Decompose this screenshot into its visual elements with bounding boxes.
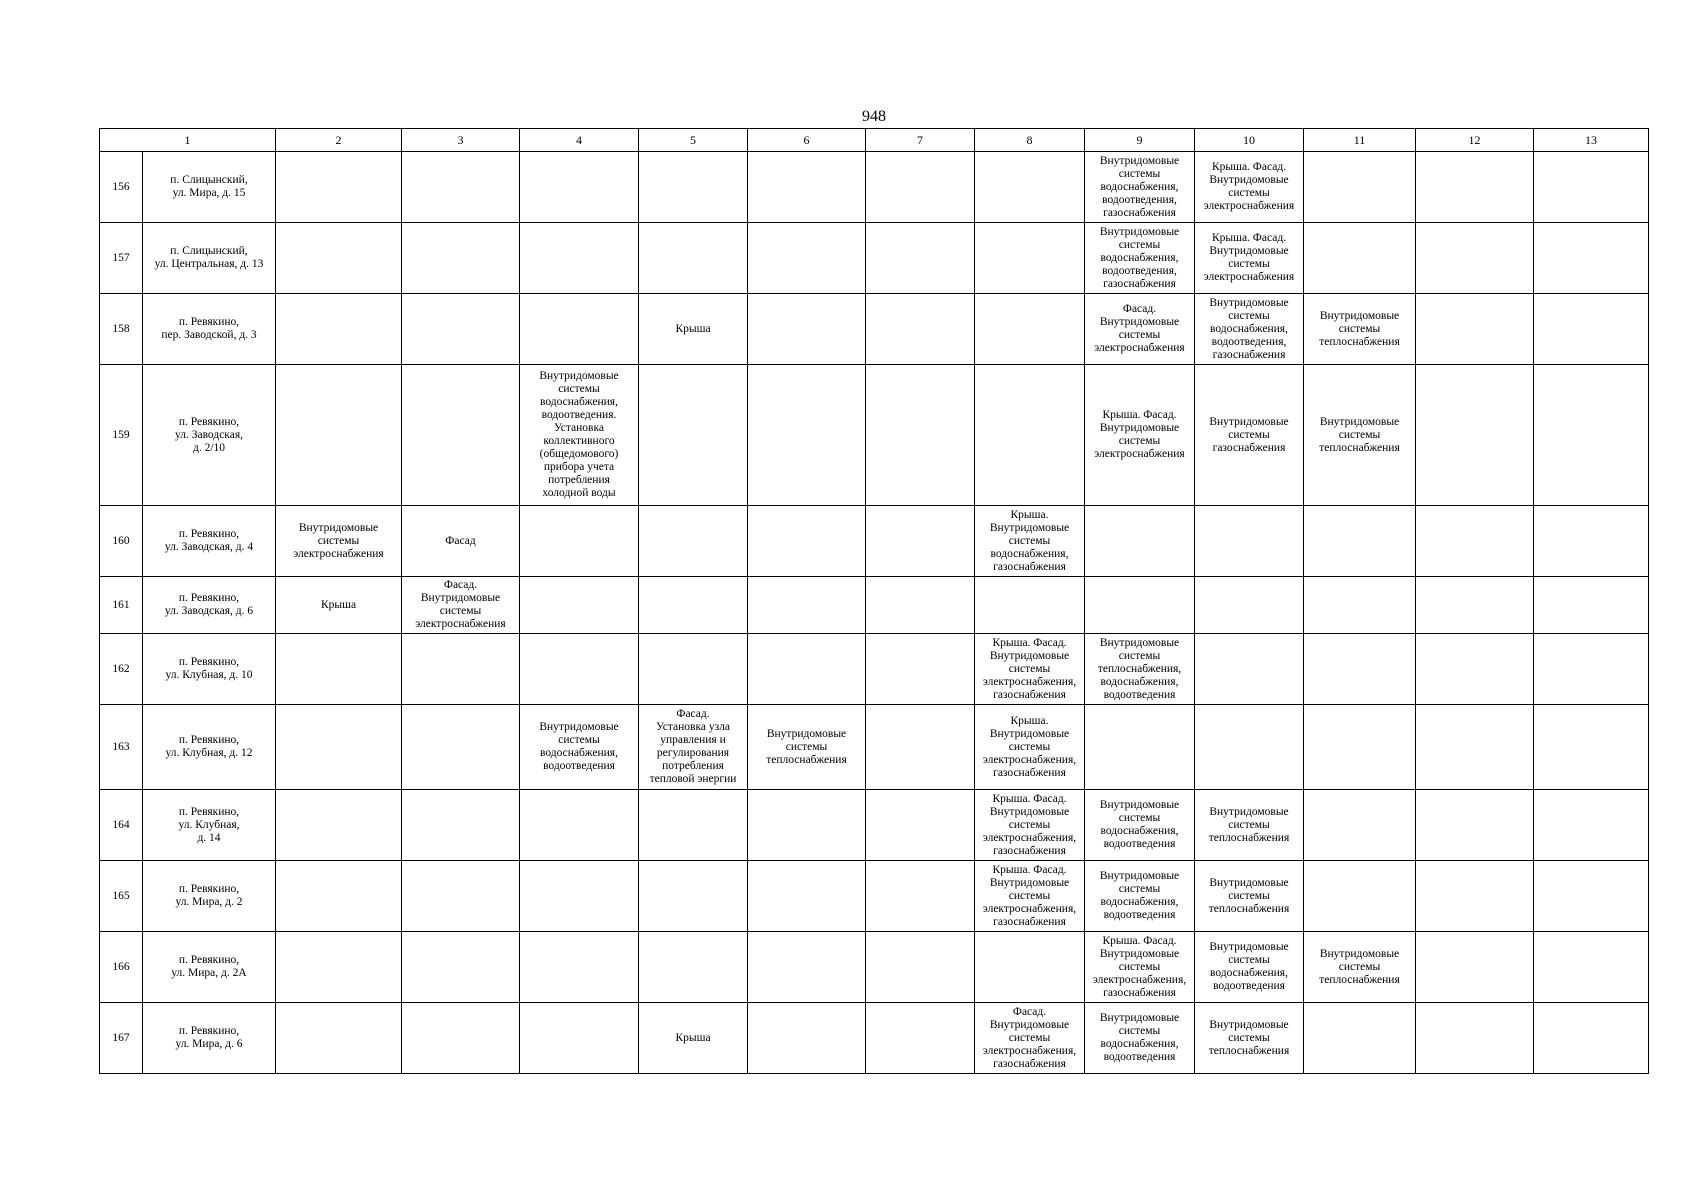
address-cell: п. Ревякино, ул. Клубная, д. 10 <box>143 634 276 705</box>
work-cell <box>1304 152 1416 223</box>
work-cell <box>1304 223 1416 294</box>
work-cell: Фасад <box>402 506 520 577</box>
table-row <box>100 861 1649 932</box>
address-cell: п. Ревякино, пер. Заводской, д. 3 <box>143 294 276 365</box>
column-header: 7 <box>866 129 975 152</box>
column-header: 5 <box>639 129 748 152</box>
row-number: 160 <box>100 506 143 577</box>
work-cell <box>1304 506 1416 577</box>
work-cell <box>1195 506 1304 577</box>
work-cell <box>975 932 1085 1003</box>
work-cell: Внутридомовые системы электроснабжения <box>276 506 402 577</box>
page-number: 948 <box>862 108 886 125</box>
work-cell <box>748 790 866 861</box>
work-cell <box>520 790 639 861</box>
column-header: 1 <box>100 129 276 152</box>
work-cell: Крыша. Фасад. Внутридомовые системы электроснабжения <box>1195 152 1304 223</box>
address-cell: п. Ревякино, ул. Заводская, д. 2/10 <box>143 365 276 506</box>
address-cell: п. Ревякино, ул. Заводская, д. 4 <box>143 506 276 577</box>
row-number: 161 <box>100 577 143 634</box>
work-cell <box>866 577 975 634</box>
address-cell: п. Слицынский, ул. Мира, д. 15 <box>143 152 276 223</box>
table-row <box>100 152 1649 223</box>
work-cell: Внутридомовые системы теплоснабжения <box>1195 1003 1304 1074</box>
work-cell <box>639 932 748 1003</box>
work-cell: Крыша. Внутридомовые системы водоснабжения, газоснабжения <box>975 506 1085 577</box>
work-cell <box>1534 634 1649 705</box>
work-cell <box>520 577 639 634</box>
work-cell <box>866 1003 975 1074</box>
work-cell: Крыша. Фасад. Внутридомовые системы электроснабжения, газоснабжения <box>975 790 1085 861</box>
work-cell <box>866 932 975 1003</box>
table-row <box>100 506 1649 577</box>
work-cell <box>520 223 639 294</box>
column-header: 13 <box>1534 129 1649 152</box>
work-cell: Фасад. Внутридомовые системы электроснабжения <box>402 577 520 634</box>
work-cell <box>1195 705 1304 790</box>
work-cell <box>1534 506 1649 577</box>
work-cell: Внутридомовые системы водоснабжения, водоотведения, газоснабжения <box>1085 152 1195 223</box>
work-cell: Внутридомовые системы водоснабжения, водоотведения <box>1085 790 1195 861</box>
work-cell <box>866 152 975 223</box>
work-cell <box>1416 790 1534 861</box>
work-cell: Внутридомовые системы газоснабжения <box>1195 365 1304 506</box>
table-row <box>100 1003 1649 1074</box>
work-cell <box>520 506 639 577</box>
work-cell <box>975 365 1085 506</box>
work-cell <box>639 577 748 634</box>
work-cell <box>402 1003 520 1074</box>
work-cell: Внутридомовые системы теплоснабжения <box>1304 365 1416 506</box>
address-cell: п. Ревякино, ул. Мира, д. 2 <box>143 861 276 932</box>
work-cell <box>639 634 748 705</box>
work-cell <box>1534 152 1649 223</box>
table-row <box>100 932 1649 1003</box>
work-cell: Фасад. Установка узла управления и регулирования потребления тепловой энергии <box>639 705 748 790</box>
work-cell <box>1416 506 1534 577</box>
work-cell <box>748 932 866 1003</box>
column-header: 8 <box>975 129 1085 152</box>
work-cell <box>276 790 402 861</box>
row-number: 164 <box>100 790 143 861</box>
work-cell: Внутридомовые системы водоснабжения, водоотведения <box>520 705 639 790</box>
work-cell <box>1534 223 1649 294</box>
work-cell: Внутридомовые системы водоснабжения, водоотведения <box>1195 932 1304 1003</box>
column-header: 10 <box>1195 129 1304 152</box>
work-cell <box>402 861 520 932</box>
work-cell <box>866 506 975 577</box>
work-cell <box>1416 634 1534 705</box>
address-cell: п. Ревякино, ул. Мира, д. 6 <box>143 1003 276 1074</box>
row-number: 159 <box>100 365 143 506</box>
work-cell: Крыша. Внутридомовые системы электроснабжения, газоснабжения <box>975 705 1085 790</box>
row-number: 167 <box>100 1003 143 1074</box>
work-cell <box>402 294 520 365</box>
work-cell <box>276 861 402 932</box>
work-cell <box>402 705 520 790</box>
work-cell <box>1304 790 1416 861</box>
work-cell <box>520 1003 639 1074</box>
work-cell <box>975 223 1085 294</box>
work-cell <box>866 294 975 365</box>
work-cell <box>1534 1003 1649 1074</box>
work-cell <box>1534 705 1649 790</box>
work-cell <box>520 634 639 705</box>
work-cell <box>276 634 402 705</box>
table-row <box>100 365 1649 506</box>
work-cell <box>276 223 402 294</box>
work-cell <box>1416 1003 1534 1074</box>
work-cell <box>639 506 748 577</box>
work-cell: Внутридомовые системы водоснабжения, водоотведения <box>1085 861 1195 932</box>
column-header: 9 <box>1085 129 1195 152</box>
work-cell <box>1085 577 1195 634</box>
work-cell <box>1416 705 1534 790</box>
work-cell <box>276 365 402 506</box>
work-cell: Крыша. Фасад. Внутридомовые системы электроснабжения <box>1085 365 1195 506</box>
work-cell <box>866 634 975 705</box>
work-cell <box>748 506 866 577</box>
work-cell: Внутридомовые системы теплоснабжения <box>1195 790 1304 861</box>
column-header: 2 <box>276 129 402 152</box>
work-cell <box>748 1003 866 1074</box>
work-cell <box>276 152 402 223</box>
work-cell <box>748 152 866 223</box>
address-cell: п. Ревякино, ул. Заводская, д. 6 <box>143 577 276 634</box>
work-cell <box>866 861 975 932</box>
work-cell: Крыша. Фасад. Внутридомовые системы электроснабжения, газоснабжения <box>975 861 1085 932</box>
work-cell <box>639 223 748 294</box>
work-cell <box>639 365 748 506</box>
work-cell <box>1534 294 1649 365</box>
work-cell: Внутридомовые системы водоснабжения, водоотведения <box>1085 1003 1195 1074</box>
column-header: 12 <box>1416 129 1534 152</box>
work-cell <box>1195 634 1304 705</box>
work-cell: Крыша. Фасад. Внутридомовые системы электроснабжения, газоснабжения <box>975 634 1085 705</box>
address-cell: п. Слицынский, ул. Центральная, д. 13 <box>143 223 276 294</box>
work-cell: Крыша. Фасад. Внутридомовые системы электроснабжения, газоснабжения <box>1085 932 1195 1003</box>
work-cell: Крыша. Фасад. Внутридомовые системы электроснабжения <box>1195 223 1304 294</box>
work-cell <box>866 223 975 294</box>
work-cell <box>1304 1003 1416 1074</box>
work-cell <box>520 861 639 932</box>
work-cell <box>866 365 975 506</box>
column-header-row <box>100 129 1649 152</box>
work-cell <box>1534 365 1649 506</box>
work-cell <box>1416 577 1534 634</box>
row-number: 163 <box>100 705 143 790</box>
work-cell: Внутридомовые системы водоснабжения, водоотведения. Установка коллективного (общедомового) прибора учета потребления холодной воды <box>520 365 639 506</box>
work-cell <box>639 790 748 861</box>
work-cell <box>748 577 866 634</box>
work-cell <box>402 223 520 294</box>
table-row <box>100 705 1649 790</box>
work-cell <box>402 365 520 506</box>
work-cell <box>975 152 1085 223</box>
work-cell <box>975 294 1085 365</box>
row-number: 162 <box>100 634 143 705</box>
work-cell: Крыша <box>639 1003 748 1074</box>
work-cell <box>520 294 639 365</box>
work-cell: Внутридомовые системы теплоснабжения, водоснабжения, водоотведения <box>1085 634 1195 705</box>
work-cell <box>866 705 975 790</box>
work-cell <box>402 790 520 861</box>
work-cell <box>520 932 639 1003</box>
work-cell <box>639 861 748 932</box>
work-cell <box>1416 365 1534 506</box>
work-cell <box>1304 861 1416 932</box>
work-cell <box>402 152 520 223</box>
table-row <box>100 223 1649 294</box>
work-cell: Фасад. Внутридомовые системы электроснабжения <box>1085 294 1195 365</box>
work-cell <box>1416 294 1534 365</box>
table-row <box>100 790 1649 861</box>
row-number: 166 <box>100 932 143 1003</box>
work-cell <box>1416 861 1534 932</box>
work-cell: Внутридомовые системы водоснабжения, водоотведения, газоснабжения <box>1085 223 1195 294</box>
work-cell <box>748 365 866 506</box>
work-cell <box>1416 223 1534 294</box>
address-cell: п. Ревякино, ул. Клубная, д. 12 <box>143 705 276 790</box>
work-cell <box>748 861 866 932</box>
work-cell: Крыша <box>639 294 748 365</box>
column-header: 3 <box>402 129 520 152</box>
repair-schedule-table <box>99 128 1649 1074</box>
work-cell <box>1304 577 1416 634</box>
row-number: 157 <box>100 223 143 294</box>
table-row <box>100 577 1649 634</box>
work-cell: Крыша <box>276 577 402 634</box>
work-cell <box>1416 932 1534 1003</box>
work-cell: Внутридомовые системы теплоснабжения <box>1304 294 1416 365</box>
column-header: 4 <box>520 129 639 152</box>
work-cell <box>402 932 520 1003</box>
work-cell <box>1416 152 1534 223</box>
work-cell <box>276 1003 402 1074</box>
column-header: 6 <box>748 129 866 152</box>
work-cell <box>402 634 520 705</box>
work-cell <box>276 705 402 790</box>
work-cell: Внутридомовые системы теплоснабжения <box>1304 932 1416 1003</box>
work-cell <box>748 634 866 705</box>
work-cell <box>1085 705 1195 790</box>
work-cell <box>276 932 402 1003</box>
work-cell <box>1534 932 1649 1003</box>
work-cell: Фасад. Внутридомовые системы электроснабжения, газоснабжения <box>975 1003 1085 1074</box>
work-cell <box>1304 634 1416 705</box>
work-cell <box>276 294 402 365</box>
table-row <box>100 294 1649 365</box>
work-cell: Внутридомовые системы теплоснабжения <box>1195 861 1304 932</box>
work-cell <box>1304 705 1416 790</box>
table-row <box>100 634 1649 705</box>
work-cell <box>639 152 748 223</box>
work-cell <box>1085 506 1195 577</box>
work-cell: Внутридомовые системы теплоснабжения <box>748 705 866 790</box>
column-header: 11 <box>1304 129 1416 152</box>
row-number: 158 <box>100 294 143 365</box>
work-cell <box>520 152 639 223</box>
work-cell <box>1534 577 1649 634</box>
work-cell <box>866 790 975 861</box>
work-cell <box>975 577 1085 634</box>
address-cell: п. Ревякино, ул. Мира, д. 2А <box>143 932 276 1003</box>
work-cell: Внутридомовые системы водоснабжения, водоотведения, газоснабжения <box>1195 294 1304 365</box>
row-number: 156 <box>100 152 143 223</box>
work-cell <box>1534 790 1649 861</box>
work-cell <box>748 294 866 365</box>
row-number: 165 <box>100 861 143 932</box>
work-cell <box>1195 577 1304 634</box>
work-cell <box>748 223 866 294</box>
work-cell <box>1534 861 1649 932</box>
address-cell: п. Ревякино, ул. Клубная, д. 14 <box>143 790 276 861</box>
